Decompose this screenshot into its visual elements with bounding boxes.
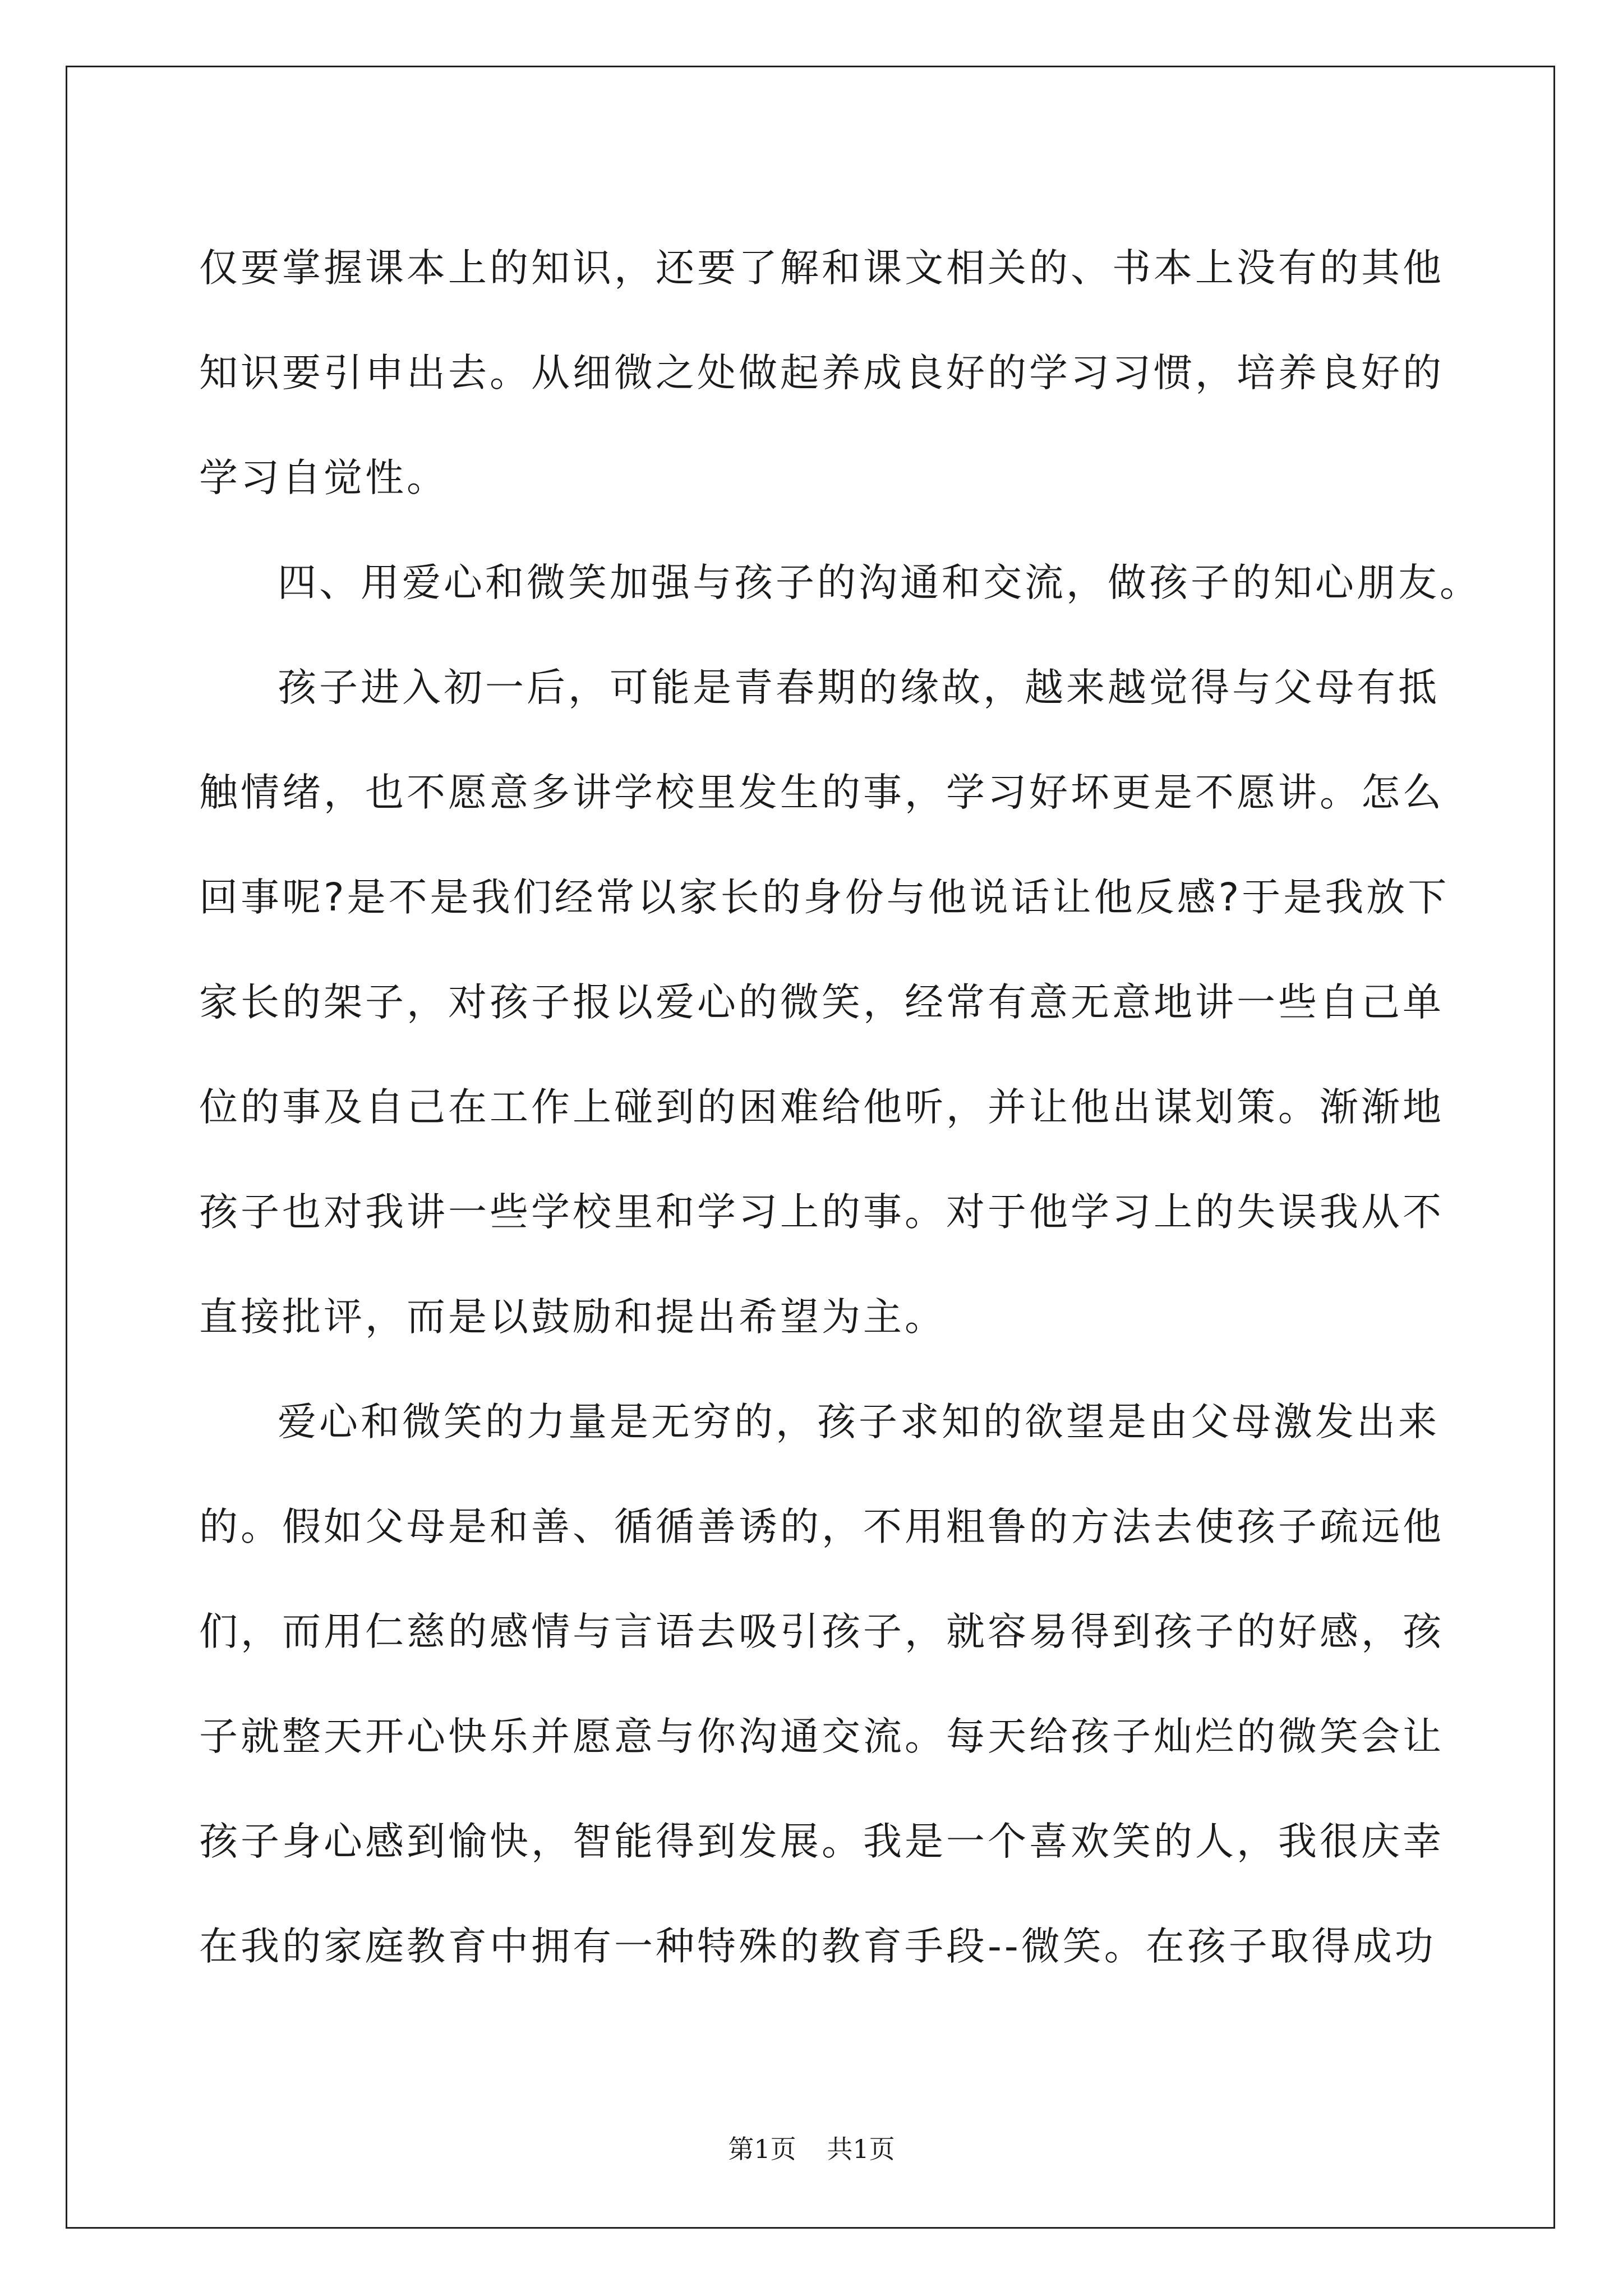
- text-line: 知识要引申出去。从细微之处做起养成良好的学习习惯，培养良好的: [199, 351, 1444, 395]
- text-line: 的。假如父母是和善、循循善诱的，不用粗鲁的方法去使孩子疏远他: [199, 1504, 1444, 1549]
- text-line: 们，而用仁慈的感情与言语去吸引孩子，就容易得到孩子的好感，孩: [199, 1609, 1444, 1654]
- text-line: 在我的家庭教育中拥有一种特殊的教育手段--微笑。在孩子取得成功: [199, 1924, 1436, 1969]
- page-number-total: 共1页: [827, 2134, 895, 2164]
- text-line: 子就整天开心快乐并愿意与你沟通交流。每天给孩子灿烂的微笑会让: [199, 1714, 1444, 1759]
- section-heading: 四、用爱心和微笑加强与孩子的沟通和交流，做孩子的知心朋友。: [278, 560, 1481, 605]
- text-line: 回事呢?是不是我们经常以家长的身份与他说话让他反感?于是我放下: [199, 875, 1450, 920]
- document-body: [199, 216, 1481, 1999]
- page-footer: [0, 2129, 1623, 2166]
- text-line: 孩子进入初一后，可能是青春期的缘故，越来越觉得与父母有抵: [278, 665, 1440, 710]
- text-line: 触情绪，也不愿意多讲学校里发生的事，学习好坏更是不愿讲。怎么: [199, 770, 1444, 815]
- text-line: 直接批评，而是以鼓励和提出希望为主。: [199, 1295, 946, 1340]
- page-number-current: 第1页: [728, 2134, 796, 2164]
- text-line: 仅要掌握课本上的知识，还要了解和课文相关的、书本上没有的其他: [199, 246, 1444, 291]
- text-line: 爱心和微笑的力量是无穷的，孩子求知的欲望是由父母激发出来: [278, 1400, 1440, 1444]
- text-line: 孩子也对我讲一些学校里和学习上的事。对于他学习上的失误我从不: [199, 1190, 1444, 1235]
- text-line: 学习自觉性。: [199, 455, 448, 500]
- text-line: 位的事及自己在工作上碰到的困难给他听，并让他出谋划策。渐渐地: [199, 1085, 1444, 1130]
- text-line: 家长的架子，对孩子报以爱心的微笑，经常有意无意地讲一些自己单: [199, 980, 1444, 1025]
- text-line: 孩子身心感到愉快，智能得到发展。我是一个喜欢笑的人，我很庆幸: [199, 1819, 1444, 1864]
